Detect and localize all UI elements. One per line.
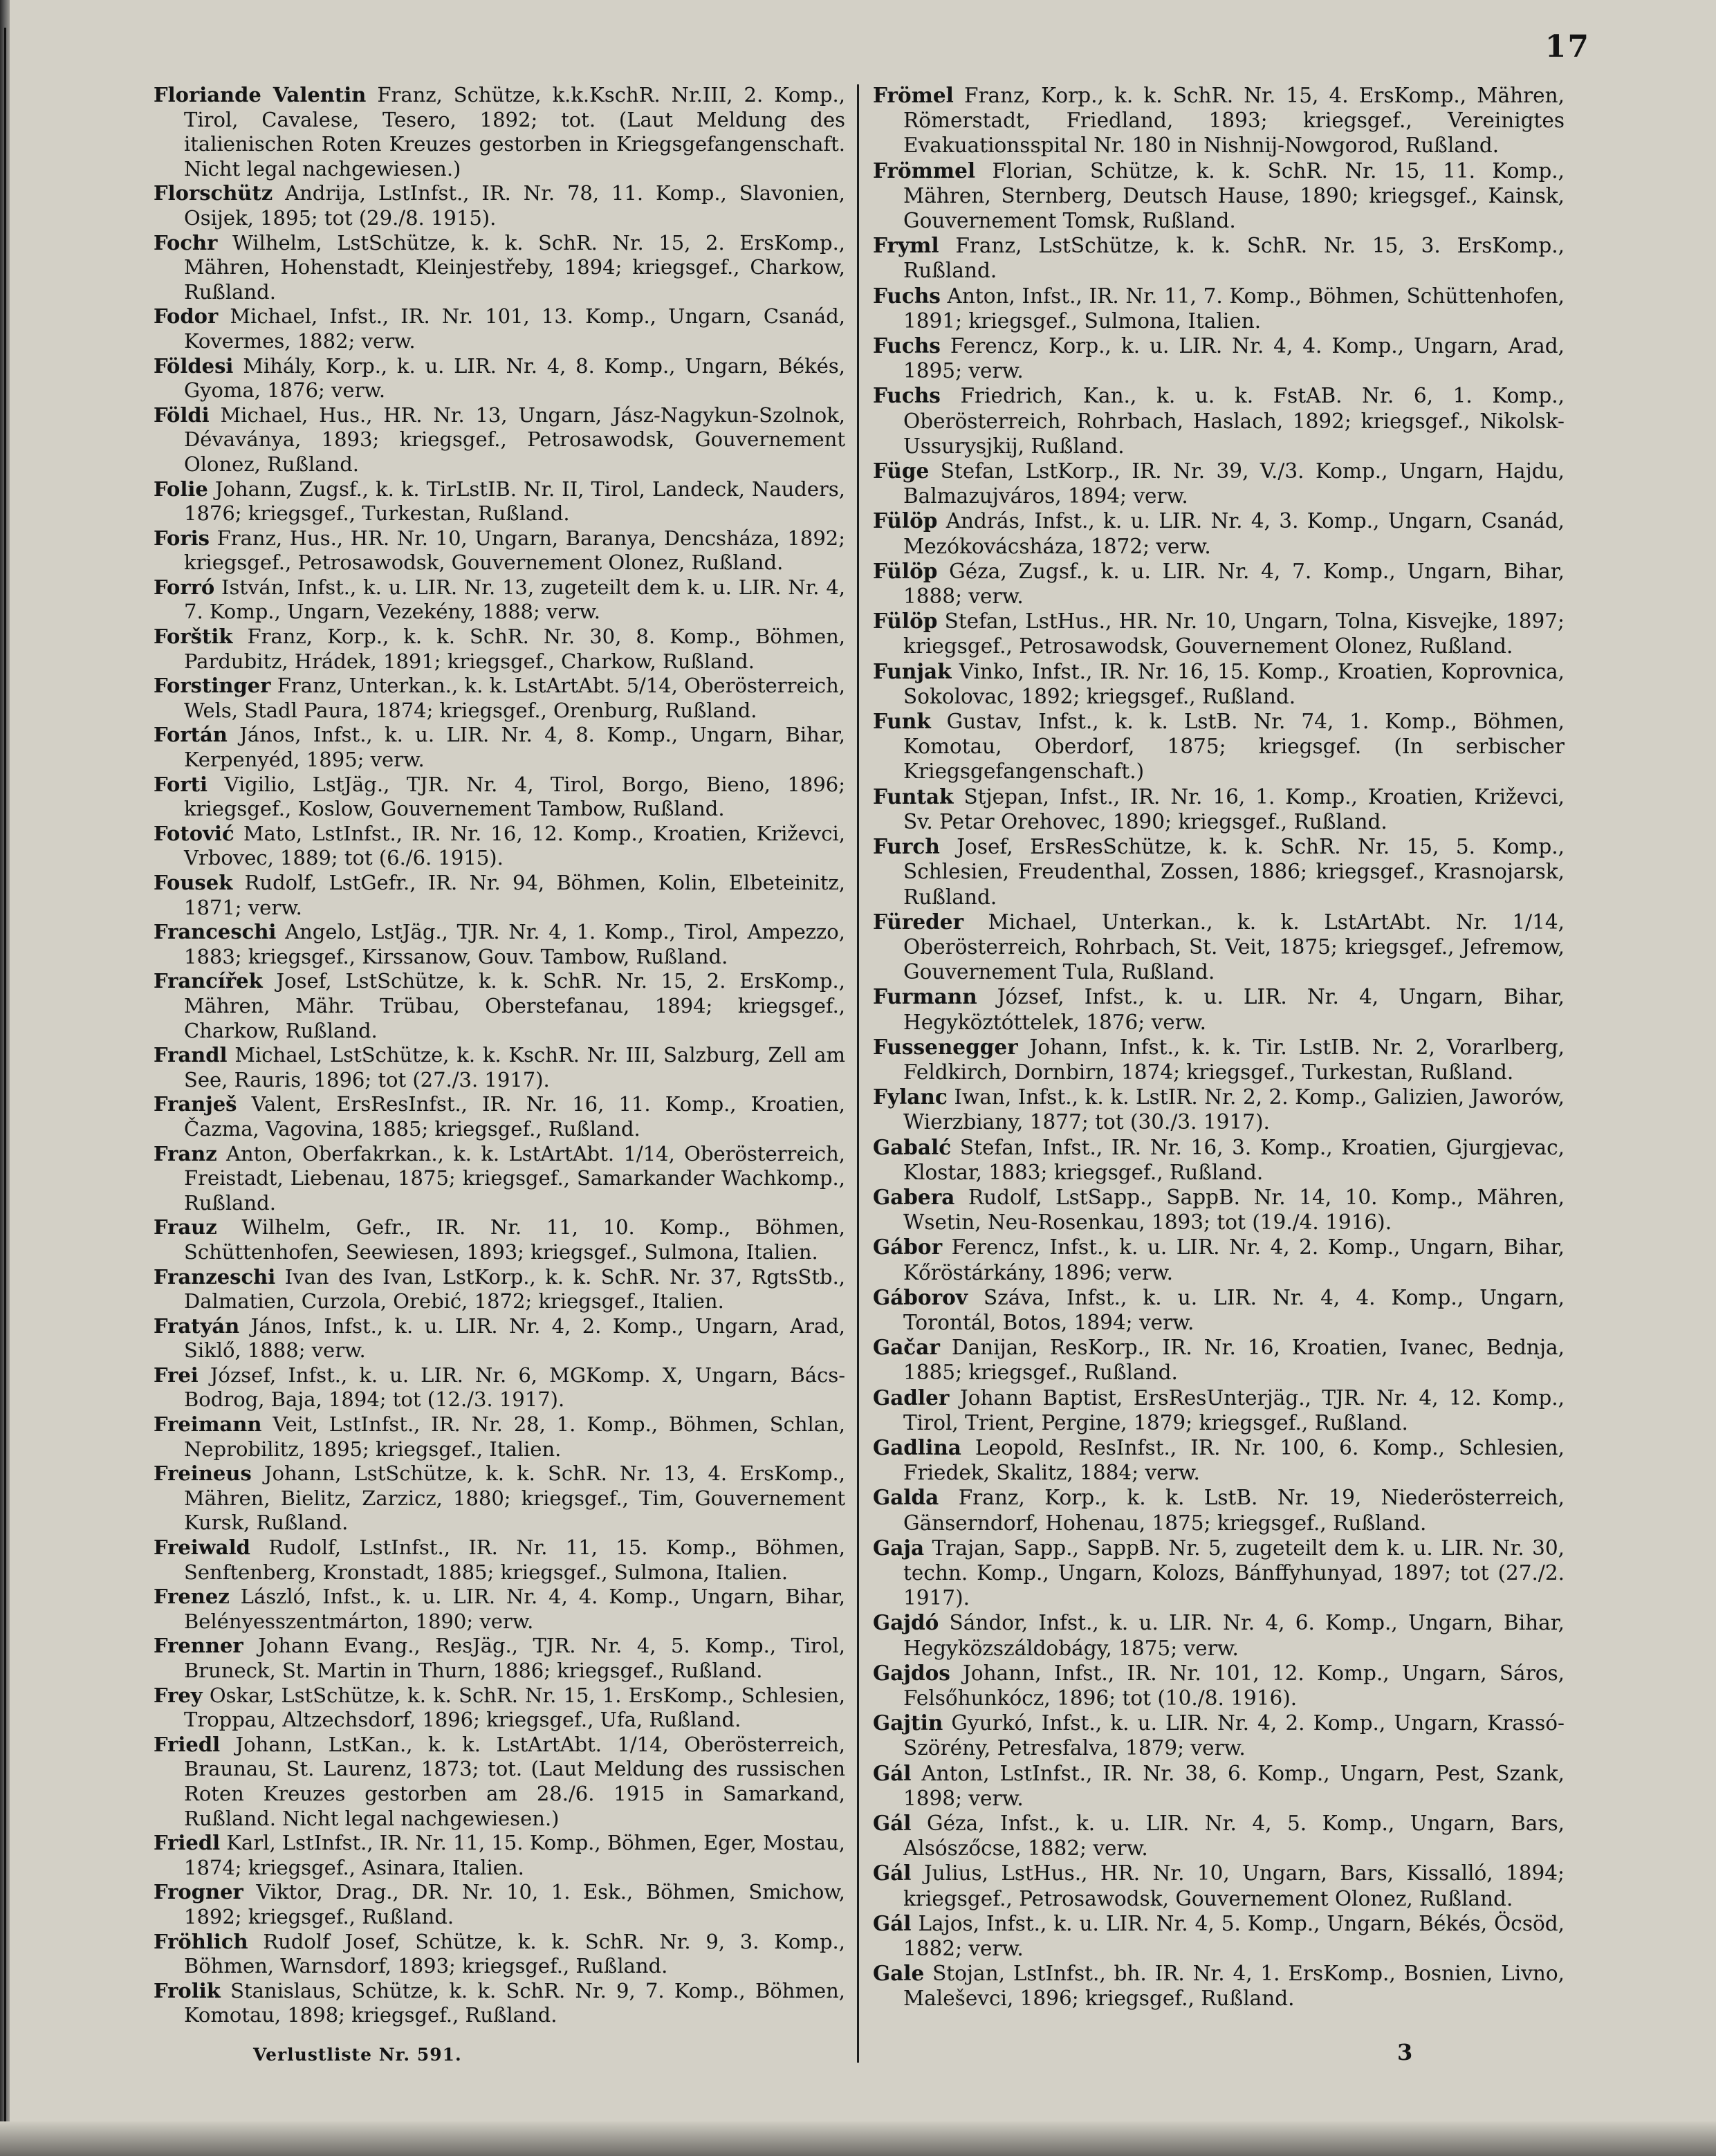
entry-surname: Füge — [873, 459, 930, 483]
casualty-entry — [873, 910, 1565, 985]
entry-surname: Galda — [873, 1485, 939, 1510]
entry-details: Stojan, LstInfst., bh. IR. Nr. 4, 1. ErsKomp., Bosnien, Livno, Maleševci, 1896; kriegsgef., Rußland. — [903, 1962, 1565, 2011]
entry-surname: Frauz — [154, 1215, 217, 1240]
entry-details: Johann, Infst., IR. Nr. 101, 12. Komp., Ungarn, Sáros, Felsőhunkócz, 1896; tot (10./8. 1916). — [903, 1661, 1565, 1710]
casualty-entry — [154, 1215, 845, 1264]
entry-details: András, Infst., k. u. LIR. Nr. 4, 3. Komp., Ungarn, Csanád, Mezókovácsháza, 1872; verw. — [903, 509, 1565, 558]
entry-details: Andrija, LstInfst., IR. Nr. 78, 11. Komp., Slavonien, Osijek, 1895; tot (29./8. 1915). — [184, 181, 845, 230]
entry-surname: Frey — [154, 1683, 203, 1707]
entry-details: Johann, LstKan., k. k. LstArtAbt. 1/14, Oberösterreich, Braunau, St. Laurenz, 1873; tot. (Laut Meldung des russischen Roten Kreuzes gestorben am 28./6. 1915 in Samarkand, Rußland. Nicht legal nachgewiesen.) — [184, 1732, 845, 1830]
entry-surname: Frei — [154, 1363, 199, 1387]
casualty-entry — [873, 1085, 1565, 1134]
entry-details: Mato, LstInfst., IR. Nr. 16, 12. Komp., Kroatien, Križevci, Vrbovec, 1889; tot (6./6. 1915). — [184, 821, 845, 870]
entry-details: Michael, Hus., HR. Nr. 13, Ungarn, Jász-Nagykun-Szolnok, Dévaványa, 1893; kriegsgef., Petrosawodsk, Gouvernement Olonez, Rußland. — [184, 403, 845, 476]
entry-surname: Frolik — [154, 1978, 221, 2002]
entry-details: János, Infst., k. u. LIR. Nr. 4, 8. Komp., Ungarn, Bihar, Kerpenyéd, 1895; verw. — [184, 723, 845, 772]
entry-surname: Gajdó — [873, 1610, 939, 1635]
page-margin-rule — [4, 28, 6, 2130]
casualty-entry — [873, 233, 1565, 283]
entry-details: Josef, LstSchütze, k. k. SchR. Nr. 15, 2. ErsKomp., Mähren, Mähr. Trübau, Oberstefanau, 1894; kriegsgef., Charkow, Rußland. — [184, 969, 845, 1042]
casualty-entry — [873, 459, 1565, 508]
entry-details: Viktor, Drag., DR. Nr. 10, 1. Esk., Böhmen, Smichow, 1892; kriegsgef., Rußland. — [184, 1880, 845, 1928]
entry-details: Johann, LstSchütze, k. k. SchR. Nr. 13, 4. ErsKomp., Mähren, Bielitz, Zarzicz, 1880; kriegsgef., Tim, Gouvernement Kursk, Rußland. — [184, 1462, 845, 1535]
entry-surname: Freiwald — [154, 1536, 250, 1560]
entry-surname: Funk — [873, 709, 931, 734]
entry-surname: Frömel — [873, 83, 954, 107]
casualty-entry — [154, 969, 845, 1043]
casualty-entry — [873, 1911, 1565, 1961]
entry-surname: Funjak — [873, 658, 952, 683]
casualty-entry — [154, 304, 845, 353]
entry-surname: Gale — [873, 1961, 925, 1986]
entry-details: Géza, Infst., k. u. LIR. Nr. 4, 5. Komp., Ungarn, Bars, Alsószőcse, 1882; verw. — [903, 1812, 1565, 1861]
left-column — [154, 83, 845, 2028]
entry-details: Gyurkó, Infst., k. u. LIR. Nr. 4, 2. Komp., Ungarn, Krassó-Szörény, Petresfalva, 1879; verw. — [903, 1711, 1565, 1760]
entry-surname: Gadlina — [873, 1435, 961, 1459]
entry-details: Johann Evang., ResJäg., TJR. Nr. 4, 5. Komp., Tirol, Bruneck, St. Martin in Thurn, 1886; kriegsgef., Rußland. — [184, 1634, 845, 1682]
casualty-entry — [873, 1961, 1565, 2011]
entry-details: Wilhelm, LstSchütze, k. k. SchR. Nr. 15, 2. ErsKomp., Mähren, Hohenstadt, Kleinjestřeby, 1894; kriegsgef., Charkow, Rußland. — [184, 230, 845, 304]
casualty-entry — [154, 674, 845, 723]
casualty-entry — [154, 1314, 845, 1363]
entry-surname: Floriande Valentin — [154, 83, 367, 107]
entry-surname: Fodor — [154, 304, 219, 329]
casualty-entry — [154, 231, 845, 305]
casualty-entry — [873, 1435, 1565, 1485]
casualty-entry — [154, 1536, 845, 1585]
entry-surname: Gál — [873, 1811, 912, 1836]
entry-details: Johann Baptist, ErsResUnterjäg., TJR. Nr. 4, 12. Komp., Tirol, Trient, Pergine, 1879; kriegsgef., Rußland. — [903, 1385, 1565, 1435]
scan-bottom-shadow — [0, 2121, 1716, 2156]
entry-details: Stanislaus, Schütze, k. k. SchR. Nr. 9, 7. Komp., Böhmen, Komotau, 1898; kriegsgef., Rußland. — [184, 1978, 845, 2027]
entry-details: Josef, ErsResSchütze, k. k. SchR. Nr. 15, 5. Komp., Schlesien, Freudenthal, Zossen, 1886; kriegsgef., Krasnojarsk, Rußland. — [903, 835, 1565, 909]
entry-details: Stjepan, Infst., IR. Nr. 16, 1. Komp., Kroatien, Križevci, Sv. Petar Orehovec, 1890; kriegsgef., Rußland. — [903, 784, 1565, 833]
entry-details: Rudolf, LstSapp., SappB. Nr. 14, 10. Komp., Mähren, Wsetin, Neu-Rosenkau, 1893; tot (19./4. 1916). — [903, 1185, 1565, 1235]
casualty-entry — [154, 354, 845, 403]
casualty-entry — [154, 625, 845, 674]
casualty-entry — [154, 1412, 845, 1462]
entry-surname: Forštik — [154, 625, 233, 649]
entry-surname: Fröhlich — [154, 1929, 248, 1953]
entry-surname: Gajdos — [873, 1660, 950, 1685]
casualty-entry — [154, 1930, 845, 1979]
entry-surname: Furmann — [873, 984, 977, 1009]
right-column — [873, 83, 1565, 2011]
entry-surname: Forró — [154, 575, 215, 599]
entry-details: Franz, Hus., HR. Nr. 10, Ungarn, Baranya, Dencsháza, 1892; kriegsgef., Petrosawodsk, Gouvernement Olonez, Rußland. — [184, 526, 845, 575]
entry-details: János, Infst., k. u. LIR. Nr. 4, 2. Komp., Ungarn, Arad, Siklő, 1888; verw. — [184, 1314, 845, 1363]
entry-details: Johann, Zugsf., k. k. TirLstIB. Nr. II, Tirol, Landeck, Nauders, 1876; kriegsgef., Turkestan, Rußland. — [184, 477, 845, 526]
entry-surname: Foris — [154, 526, 210, 550]
entry-surname: Gáborov — [873, 1284, 968, 1309]
casualty-entry — [873, 1811, 1565, 1861]
casualty-entry — [873, 1335, 1565, 1385]
entry-details: Oskar, LstSchütze, k. k. SchR. Nr. 15, 1. ErsKomp., Schlesien, Troppau, Altzechsdorf, 1896; kriegsgef., Ufa, Rußland. — [184, 1683, 845, 1732]
entry-details: Franz, Schütze, k.k.KschR. Nr.III, 2. Komp., Tirol, Cavalese, Tesero, 1892; tot. (Laut Meldung des italienischen Roten Kreuzes gestorben in Kriegsgefangenschaft. Nicht legal nachgewiesen.) — [184, 83, 845, 181]
entry-details: Ivan des Ivan, LstKorp., k. k. SchR. Nr. 37, RgtsStb., Dalmatien, Curzola, Orebić, 1872; kriegsgef., Italien. — [184, 1264, 845, 1314]
casualty-entry — [154, 822, 845, 871]
entry-details: Franz, Korp., k. k. SchR. Nr. 30, 8. Komp., Böhmen, Pardubitz, Hrádek, 1891; kriegsgef., Charkow, Rußland. — [184, 625, 845, 673]
casualty-entry — [873, 158, 1565, 234]
entry-details: Rudolf, LstInfst., IR. Nr. 11, 15. Komp., Böhmen, Senftenberg, Kronstadt, 1885; kriegsgef., Sulmona, Italien. — [184, 1536, 845, 1584]
casualty-entry — [154, 1142, 845, 1216]
casualty-entry — [154, 1979, 845, 2028]
entry-surname: Gaja — [873, 1535, 925, 1560]
casualty-entry — [154, 526, 845, 575]
casualty-entry — [873, 1235, 1565, 1284]
casualty-entry — [154, 181, 845, 230]
entry-details: Michael, LstSchütze, k. k. KschR. Nr. III, Salzburg, Zell am See, Rauris, 1896; tot (27./3. 1917). — [184, 1043, 845, 1091]
entry-details: Leopold, ResInfst., IR. Nr. 100, 6. Komp., Schlesien, Friedek, Skalitz, 1884; verw. — [903, 1435, 1565, 1485]
casualty-entry — [154, 403, 845, 477]
casualty-entry — [154, 920, 845, 969]
casualty-entry — [154, 575, 845, 625]
entry-surname: Fülöp — [873, 508, 938, 533]
casualty-entry — [873, 1485, 1565, 1535]
casualty-entry — [873, 1135, 1565, 1185]
entry-surname: Frömmel — [873, 158, 976, 183]
entry-details: Anton, Infst., IR. Nr. 11, 7. Komp., Böhmen, Schüttenhofen, 1891; kriegsgef., Sulmona, Italien. — [903, 284, 1565, 333]
entry-details: Ferencz, Infst., k. u. LIR. Nr. 4, 2. Komp., Ungarn, Bihar, Kőröstárkány, 1896; verw. — [903, 1235, 1565, 1284]
entry-details: Stefan, Infst., IR. Nr. 16, 3. Komp., Kroatien, Gjurgjevac, Klostar, 1883; kriegsgef., Rußland. — [903, 1135, 1565, 1184]
entry-surname: Földesi — [154, 353, 234, 378]
entry-details: Géza, Zugsf., k. u. LIR. Nr. 4, 7. Komp., Ungarn, Bihar, 1888; verw. — [903, 559, 1565, 609]
entry-surname: Florschütz — [154, 181, 273, 205]
entry-surname: Gál — [873, 1861, 912, 1886]
entry-details: Stefan, LstHus., HR. Nr. 10, Ungarn, Tolna, Kisvejke, 1897; kriegsgef., Petrosawodsk, Gouvernement Olonez, Rußland. — [903, 609, 1565, 658]
entry-surname: Gábor — [873, 1235, 943, 1260]
casualty-entry — [873, 284, 1565, 333]
column-divider — [857, 84, 859, 2063]
casualty-entry — [873, 333, 1565, 383]
casualty-entry — [154, 1462, 845, 1536]
casualty-entry — [873, 784, 1565, 834]
casualty-entry — [154, 871, 845, 920]
entry-details: Iwan, Infst., k. k. LstIR. Nr. 2, 2. Komp., Galizien, Jaworów, Wierzbiany, 1877; tot (30./3. 1917). — [903, 1085, 1565, 1134]
casualty-entry — [873, 1035, 1565, 1085]
entry-surname: Frenez — [154, 1585, 230, 1609]
page-number: 17 — [1544, 29, 1590, 64]
entry-details: Julius, LstHus., HR. Nr. 10, Ungarn, Bars, Kissalló, 1894; kriegsgef., Petrosawodsk, Gouvernement Olonez, Rußland. — [903, 1861, 1565, 1910]
entry-surname: Fousek — [154, 871, 233, 894]
casualty-entry — [154, 1634, 845, 1683]
entry-details: Vinko, Infst., IR. Nr. 16, 15. Komp., Kroatien, Koprovnica, Sokolovac, 1892; kriegsgef., Rußland. — [903, 659, 1565, 708]
casualty-entry — [154, 1880, 845, 1929]
entry-surname: Gajtin — [873, 1711, 943, 1735]
entry-details: Michael, Unterkan., k. k. LstArtAbt. Nr. 1/14, Oberösterreich, Rohrbach, St. Veit, 1875; kriegsgef., Jefremow, Gouvernement Tula, Rußland. — [903, 910, 1565, 984]
entry-surname: Gadler — [873, 1385, 950, 1410]
entry-surname: Fryml — [873, 233, 939, 258]
casualty-entry — [154, 1684, 845, 1733]
signature-mark: 3 — [1397, 2039, 1413, 2065]
casualty-entry — [873, 1861, 1565, 1910]
entry-surname: Frogner — [154, 1880, 243, 1904]
entry-surname: Fochr — [154, 230, 218, 255]
casualty-entry — [154, 477, 845, 526]
entry-surname: Fussenegger — [873, 1034, 1018, 1059]
entry-surname: Forstinger — [154, 674, 271, 698]
entry-details: József, Infst., k. u. LIR. Nr. 4, Ungarn, Bihar, Hegyköztóttelek, 1876; verw. — [903, 985, 1565, 1034]
casualty-entry — [873, 709, 1565, 784]
entry-details: Wilhelm, Gefr., IR. Nr. 11, 10. Komp., Böhmen, Schüttenhofen, Seewiesen, 1893; kriegsgef., Sulmona, Italien. — [184, 1215, 845, 1264]
casualty-entry — [154, 1092, 845, 1141]
entry-surname: Folie — [154, 477, 208, 501]
entry-details: Anton, LstInfst., IR. Nr. 38, 6. Komp., Ungarn, Pest, Szank, 1898; verw. — [903, 1761, 1565, 1810]
casualty-entry — [873, 1610, 1565, 1660]
casualty-entry — [154, 723, 845, 772]
entry-details: Franz, Korp., k. k. LstB. Nr. 19, Niederösterreich, Gänserndorf, Hohenau, 1875; kriegsgef., Rußland. — [903, 1486, 1565, 1535]
casualty-entry — [873, 383, 1565, 459]
entry-details: Veit, LstInfst., IR. Nr. 28, 1. Komp., Böhmen, Schlan, Neprobilitz, 1895; kriegsgef., Italien. — [184, 1412, 845, 1461]
entry-surname: Franzeschi — [154, 1264, 276, 1289]
casualty-entry — [873, 984, 1565, 1034]
casualty-entry — [873, 559, 1565, 609]
casualty-entry — [873, 1536, 1565, 1611]
casualty-entry — [873, 659, 1565, 709]
casualty-entry — [154, 773, 845, 822]
entry-surname: Freimann — [154, 1412, 262, 1437]
entry-surname: Fuchs — [873, 383, 941, 408]
entry-details: Franz, Korp., k. k. SchR. Nr. 15, 4. ErsKomp., Mähren, Römerstadt, Friedland, 1893; kriegsgef., Vereinigtes Evakuationsspital Nr. 180 in Nishnij-Nowgorod, Rußland. — [903, 84, 1565, 158]
casualty-entry — [873, 834, 1565, 910]
casualty-entry — [873, 609, 1565, 658]
entry-details: Michael, Infst., IR. Nr. 101, 13. Komp., Ungarn, Csanád, Kovermes, 1882; verw. — [184, 304, 845, 353]
entry-surname: Franceschi — [154, 920, 277, 944]
entry-details: Florian, Schütze, k. k. SchR. Nr. 15, 11. Komp., Mähren, Sternberg, Deutsch Hause, 1890; kriegsgef., Kainsk, Gouvernement Tomsk, Rußland. — [903, 158, 1565, 233]
entry-surname: Földi — [154, 403, 210, 427]
entry-surname: Füreder — [873, 909, 964, 934]
casualty-entry — [154, 1363, 845, 1412]
entry-surname: Franješ — [154, 1092, 237, 1116]
entry-details: Angelo, LstJäg., TJR. Nr. 4, 1. Komp., Tirol, Ampezzo, 1883; kriegsgef., Kirssanow, Gouv. Tambow, Rußland. — [184, 920, 845, 968]
casualty-entry — [154, 83, 845, 181]
entry-surname: Franz — [154, 1141, 217, 1165]
entry-surname: Freineus — [154, 1462, 252, 1486]
casualty-entry — [154, 1733, 845, 1831]
entry-details: Rudolf, LstGefr., IR. Nr. 94, Böhmen, Kolin, Elbeteinitz, 1871; verw. — [184, 871, 845, 919]
casualty-entry — [873, 508, 1565, 558]
entry-details: Friedrich, Kan., k. u. k. FstAB. Nr. 6, 1. Komp., Oberösterreich, Rohrbach, Haslach, 1892; kriegsgef., Nikolsk-Ussurysjkij, Rußland. — [903, 384, 1565, 458]
entry-surname: Friedl — [154, 1732, 221, 1756]
entry-details: Valent, ErsResInfst., IR. Nr. 16, 11. Komp., Kroatien, Čazma, Vagovina, 1885; kriegsgef., Rußland. — [184, 1092, 845, 1141]
entry-surname: Gabera — [873, 1184, 955, 1209]
entry-details: Vigilio, LstJäg., TJR. Nr. 4, Tirol, Borgo, Bieno, 1896; kriegsgef., Koslow, Gouvernement Tambow, Rußland. — [184, 772, 845, 821]
entry-surname: Fuchs — [873, 283, 941, 308]
casualty-entry — [154, 1265, 845, 1314]
entry-details: Franz, LstSchütze, k. k. SchR. Nr. 15, 3. ErsKomp., Rußland. — [903, 234, 1565, 283]
entry-surname: Fratyán — [154, 1314, 240, 1338]
entry-details: Karl, LstInfst., IR. Nr. 11, 15. Komp., Böhmen, Eger, Mostau, 1874; kriegsgef., Asinara, Italien. — [184, 1831, 845, 1879]
entry-surname: Gál — [873, 1910, 912, 1935]
casualty-entry — [873, 1661, 1565, 1711]
entry-surname: Fotović — [154, 821, 234, 845]
issue-footer: Verlustliste Nr. 591. — [253, 2045, 462, 2065]
casualty-entry — [873, 1285, 1565, 1335]
casualty-entry — [873, 1711, 1565, 1760]
entry-surname: Friedl — [154, 1831, 221, 1855]
entry-details: József, Infst., k. u. LIR. Nr. 6, MGKomp. X, Ungarn, Bács-Bodrog, Baja, 1894; tot (12./3. 1917). — [184, 1363, 845, 1412]
entry-details: Trajan, Sapp., SappB. Nr. 5, zugeteilt dem k. u. LIR. Nr. 30, techn. Komp., Ungarn, Kolozs, Bánffyhunyad, 1897; tot (27./2. 1917). — [903, 1536, 1565, 1610]
entry-details: Sándor, Infst., k. u. LIR. Nr. 4, 6. Komp., Ungarn, Bihar, Hegyközszáldobágy, 1875; verw. — [903, 1611, 1565, 1660]
entry-surname: Gačar — [873, 1335, 940, 1360]
entry-details: István, Infst., k. u. LIR. Nr. 13, zugeteilt dem k. u. LIR. Nr. 4, 7. Komp., Ungarn, Vezekény, 1888; verw. — [184, 575, 845, 624]
entry-surname: Forti — [154, 772, 208, 796]
entry-surname: Fülöp — [873, 609, 938, 634]
entry-surname: Furch — [873, 834, 940, 859]
entry-surname: Fuchs — [873, 333, 941, 358]
entry-surname: Frenner — [154, 1634, 243, 1658]
entry-surname: Gabalć — [873, 1134, 952, 1159]
entry-details: Lajos, Infst., k. u. LIR. Nr. 4, 5. Komp., Ungarn, Békés, Öcsöd, 1882; verw. — [903, 1911, 1565, 1961]
entry-surname: Fortán — [154, 723, 228, 747]
entry-details: Franz, Unterkan., k. k. LstArtAbt. 5/14, Oberösterreich, Wels, Stadl Paura, 1874; kriegsgef., Orenburg, Rußland. — [184, 674, 845, 722]
entry-surname: Fylanc — [873, 1085, 948, 1109]
entry-details: Anton, Oberfakrkan., k. k. LstArtAbt. 1/14, Oberösterreich, Freistadt, Liebenau, 1875; kriegsgef., Samarkander Wachkomp., Rußland. — [184, 1141, 845, 1215]
entry-details: Johann, Infst., k. k. Tir. LstIB. Nr. 2, Vorarlberg, Feldkirch, Dornbirn, 1874; kriegsgef., Turkestan, Rußland. — [903, 1035, 1565, 1084]
entry-details: Ferencz, Korp., k. u. LIR. Nr. 4, 4. Komp., Ungarn, Arad, 1895; verw. — [903, 334, 1565, 383]
entry-surname: Francířek — [154, 969, 263, 993]
casualty-entry — [154, 1043, 845, 1092]
entry-details: Stefan, LstKorp., IR. Nr. 39, V./3. Komp., Ungarn, Hajdu, Balmazujváros, 1894; verw. — [903, 459, 1565, 508]
entry-surname: Fülöp — [873, 558, 938, 583]
casualty-entry — [873, 83, 1565, 158]
entry-surname: Frandl — [154, 1043, 228, 1067]
entry-surname: Gál — [873, 1760, 912, 1785]
casualty-entry — [154, 1831, 845, 1880]
casualty-entry — [873, 1761, 1565, 1811]
casualty-entry — [873, 1185, 1565, 1235]
entry-surname: Funtak — [873, 784, 954, 809]
casualty-entry — [154, 1585, 845, 1634]
entry-details: Gustav, Infst., k. k. LstB. Nr. 74, 1. Komp., Böhmen, Komotau, Oberdorf, 1875; kriegsgef. (In serbischer Kriegsgefangenschaft.) — [903, 710, 1565, 784]
entry-details: László, Infst., k. u. LIR. Nr. 4, 4. Komp., Ungarn, Bihar, Belényesszentmárton, 1890; verw. — [184, 1585, 845, 1633]
entry-details: Rudolf Josef, Schütze, k. k. SchR. Nr. 9, 3. Komp., Böhmen, Warnsdorf, 1893; kriegsgef., Rußland. — [184, 1929, 845, 1978]
entry-details: Danijan, ResKorp., IR. Nr. 16, Kroatien, Ivanec, Bednja, 1885; kriegsgef., Rußland. — [903, 1336, 1565, 1385]
casualty-entry — [873, 1385, 1565, 1435]
entry-details: Száva, Infst., k. u. LIR. Nr. 4, 4. Komp., Ungarn, Torontál, Botos, 1894; verw. — [903, 1285, 1565, 1334]
entry-details: Mihály, Korp., k. u. LIR. Nr. 4, 8. Komp., Ungarn, Békés, Gyoma, 1876; verw. — [184, 353, 845, 403]
